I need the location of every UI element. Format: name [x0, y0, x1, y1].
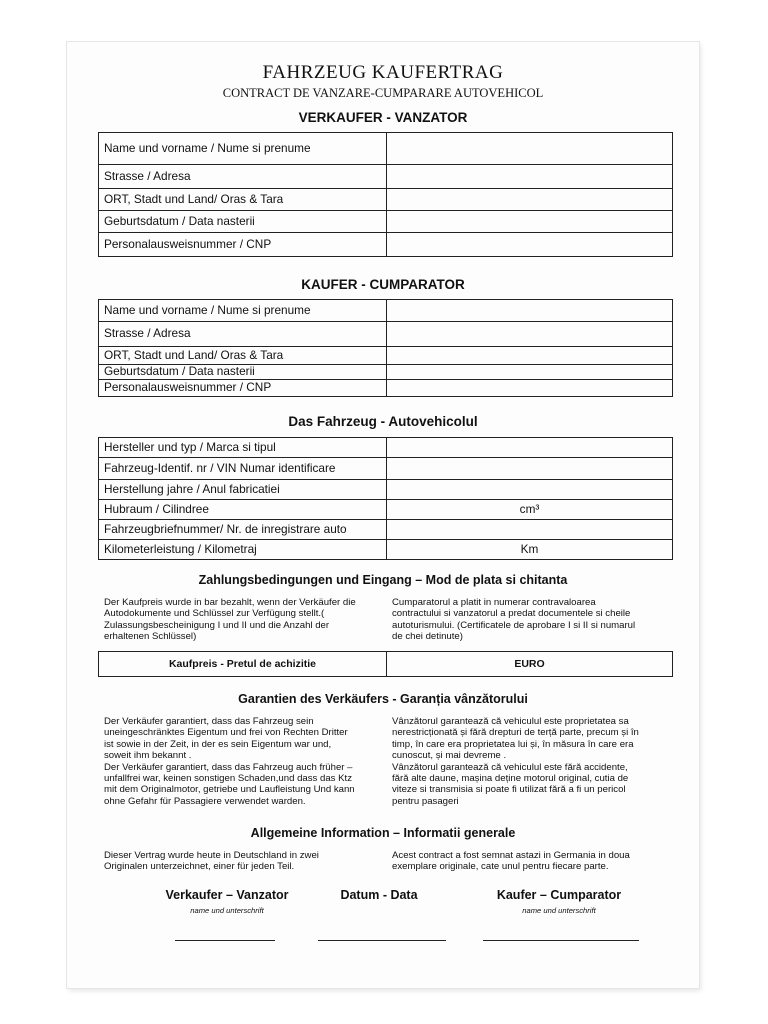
- buyer-row: [99, 365, 673, 380]
- payment-text-ro: [392, 597, 669, 643]
- guarantee-ro-line: cunoscut, și mai devreme .: [392, 750, 507, 762]
- payment-de-line: Zulassungsbescheinigung I und II und die Anzahl der: [104, 619, 330, 631]
- seller-signature-line[interactable]: [175, 940, 275, 941]
- buyer-row-label: ORT, Stadt und Land/ Oras & Tara: [99, 347, 387, 365]
- payment-de-line: erhaltenen Schlüssel): [104, 631, 197, 643]
- payment-ro-line: autoturismului. (Certificatele de aprobare I si II si numarul: [392, 619, 636, 631]
- vehicle-value-field[interactable]: [387, 438, 673, 458]
- vehicle-value-field[interactable]: [387, 458, 673, 480]
- buyer-value-field[interactable]: [387, 365, 673, 380]
- general-text-de: [104, 850, 380, 873]
- seller-table: [98, 132, 673, 257]
- vehicle-value-field[interactable]: Km: [387, 540, 673, 560]
- guarantee-de-line: soweit ihm bekannt .: [104, 750, 192, 762]
- guarantee-ro-line: pentru pasageri: [392, 795, 459, 807]
- guarantee-text-de: [104, 716, 380, 807]
- general-heading: Allgemeine Information – Informatii generale: [250, 826, 516, 840]
- buyer-row: [99, 300, 673, 322]
- vehicle-row: [99, 520, 673, 540]
- guarantee-ro-line: nerestricționată și fără drepturi de terță parte, precum și în: [392, 727, 639, 739]
- seller-row-label: Personalausweisnummer / CNP: [99, 233, 387, 257]
- seller-signature-sublabel: name und unterschrift: [190, 906, 264, 915]
- seller-value-field[interactable]: [387, 233, 673, 257]
- guarantee-de-line: ohne Gefahr für Passagiere verwendet warden.: [104, 795, 306, 807]
- vehicle-row: [99, 500, 673, 520]
- guarantee-heading: Garantien des Verkäufers - Garanția vânzătorului: [238, 692, 528, 706]
- document-subtitle: CONTRACT DE VANZARE-CUMPARARE AUTOVEHICOL: [222, 86, 544, 100]
- payment-text-de: [104, 597, 380, 643]
- date-label: Datum - Data: [340, 888, 418, 902]
- vehicle-row-label: Herstellung jahre / Anul fabricatiei: [99, 480, 387, 500]
- vehicle-row-label: Fahrzeug-Identif. nr / VIN Numar identificare: [99, 458, 387, 480]
- seller-row-label: ORT, Stadt und Land/ Oras & Tara: [99, 189, 387, 211]
- vehicle-row-label: Hubraum / Cilindree: [99, 500, 387, 520]
- buyer-row: [99, 380, 673, 397]
- vehicle-row-label: Kilometerleistung / Kilometraj: [99, 540, 387, 560]
- vehicle-value-field[interactable]: cm³: [387, 500, 673, 520]
- price-row: [99, 652, 673, 677]
- guarantee-ro-line: timp, în care era proprietatea lui și, în măsura în care era: [392, 738, 634, 750]
- vehicle-row: [99, 458, 673, 480]
- payment-ro-line: de chei detinute): [392, 631, 463, 643]
- guarantee-ro-line: Vânzătorul garantează că vehiculul este fără accidente,: [392, 761, 628, 773]
- buyer-signature-sublabel: name und unterschrift: [522, 906, 596, 915]
- document-title: FAHRZEUG KAUFERTRAG: [262, 62, 504, 83]
- contract-page: [67, 42, 699, 988]
- general-de-line: Originalen unterzeichnet, einer für jeden Teil.: [104, 861, 295, 873]
- buyer-row-label: Personalausweisnummer / CNP: [99, 380, 387, 397]
- buyer-row: [99, 347, 673, 365]
- price-table: [98, 651, 673, 677]
- payment-ro-line: Cumparatorul a platit in numerar contravaloarea: [392, 597, 596, 608]
- buyer-signature-line[interactable]: [483, 940, 639, 941]
- seller-heading: VERKAUFER - VANZATOR: [298, 110, 468, 125]
- vehicle-heading: Das Fahrzeug - Autovehicolul: [288, 414, 478, 429]
- buyer-row-label: Name und vorname / Nume si prenume: [99, 300, 387, 322]
- guarantee-text-ro: [392, 716, 669, 807]
- general-text-ro: [392, 850, 669, 873]
- buyer-row-label: Geburtsdatum / Data nasterii: [99, 365, 387, 380]
- seller-row: [99, 165, 673, 189]
- vehicle-row: [99, 540, 673, 560]
- buyer-value-field[interactable]: [387, 322, 673, 347]
- vehicle-row-label: Fahrzeugbriefnummer/ Nr. de inregistrare auto: [99, 520, 387, 540]
- guarantee-de-line: Der Verkäufer garantiert, dass das Fahrzeug auch früher –: [104, 761, 353, 773]
- guarantee-de-line: mit dem Originalmotor, getriebe und Laufleistung Und kann: [104, 784, 355, 796]
- buyer-value-field[interactable]: [387, 380, 673, 397]
- payment-heading: Zahlungsbedingungen und Eingang – Mod de plata si chitanta: [198, 573, 568, 587]
- guarantee-de-line: ist sowie in der Zeit, in der es sein Eigentum war und,: [104, 738, 332, 750]
- guarantee-ro-line: viteze si transmisia si poate fi utilizat fără a fi un pericol: [392, 784, 626, 796]
- vehicle-table: [98, 437, 673, 560]
- buyer-row-label: Strasse / Adresa: [99, 322, 387, 347]
- buyer-heading: KAUFER - CUMPARATOR: [301, 277, 465, 292]
- seller-value-field[interactable]: [387, 165, 673, 189]
- seller-signature-label: Verkaufer – Vanzator: [165, 888, 289, 902]
- general-de-line: Dieser Vertrag wurde heute in Deutschland in zwei: [104, 850, 319, 861]
- seller-row: [99, 189, 673, 211]
- guarantee-de-line: uneingeschränktes Eigentum und frei von Rechten Dritter: [104, 727, 348, 739]
- buyer-signature-label: Kaufer – Cumparator: [496, 888, 622, 902]
- guarantee-ro-line: Vânzătorul garantează că vehiculul este proprietatea sa: [392, 716, 629, 727]
- guarantee-de-line: unfallfrei war, keinen sonstigen Schaden,und dass das Ktz: [104, 773, 352, 785]
- buyer-table: [98, 299, 673, 397]
- price-field[interactable]: EURO: [387, 652, 673, 677]
- seller-row: [99, 233, 673, 257]
- vehicle-row: [99, 438, 673, 458]
- payment-de-line: Autodokumente und Schlüssel zur Verfügung stellt.(: [104, 608, 325, 620]
- general-ro-line: Acest contract a fost semnat astazi in Germania in doua: [392, 850, 630, 861]
- seller-row: [99, 211, 673, 233]
- buyer-value-field[interactable]: [387, 347, 673, 365]
- vehicle-row: [99, 480, 673, 500]
- seller-row-label: Name und vorname / Nume si prenume: [99, 133, 387, 165]
- buyer-row: [99, 322, 673, 347]
- seller-value-field[interactable]: [387, 211, 673, 233]
- seller-row-label: Strasse / Adresa: [99, 165, 387, 189]
- vehicle-row-label: Hersteller und typ / Marca si tipul: [99, 438, 387, 458]
- buyer-value-field[interactable]: [387, 300, 673, 322]
- vehicle-value-field[interactable]: [387, 520, 673, 540]
- seller-value-field[interactable]: [387, 189, 673, 211]
- payment-ro-line: contractului si vanzatorul a predat documentele si cheile: [392, 608, 631, 620]
- payment-de-line: Der Kaufpreis wurde in bar bezahlt, wenn der Verkäufer die: [104, 597, 356, 608]
- guarantee-ro-line: fără alte daune, mașina deține motorul original, cutia de: [392, 773, 629, 785]
- price-label: Kaufpreis - Pretul de achizitie: [99, 652, 387, 677]
- seller-value-field[interactable]: [387, 133, 673, 165]
- guarantee-de-line: Der Verkäufer garantiert, dass das Fahrzeug sein: [104, 716, 314, 727]
- seller-row: [99, 133, 673, 165]
- seller-row-label: Geburtsdatum / Data nasterii: [99, 211, 387, 233]
- vehicle-value-field[interactable]: [387, 480, 673, 500]
- date-line[interactable]: [318, 940, 446, 941]
- general-ro-line: exemplare originale, cate unul pentru fiecare parte.: [392, 861, 609, 873]
